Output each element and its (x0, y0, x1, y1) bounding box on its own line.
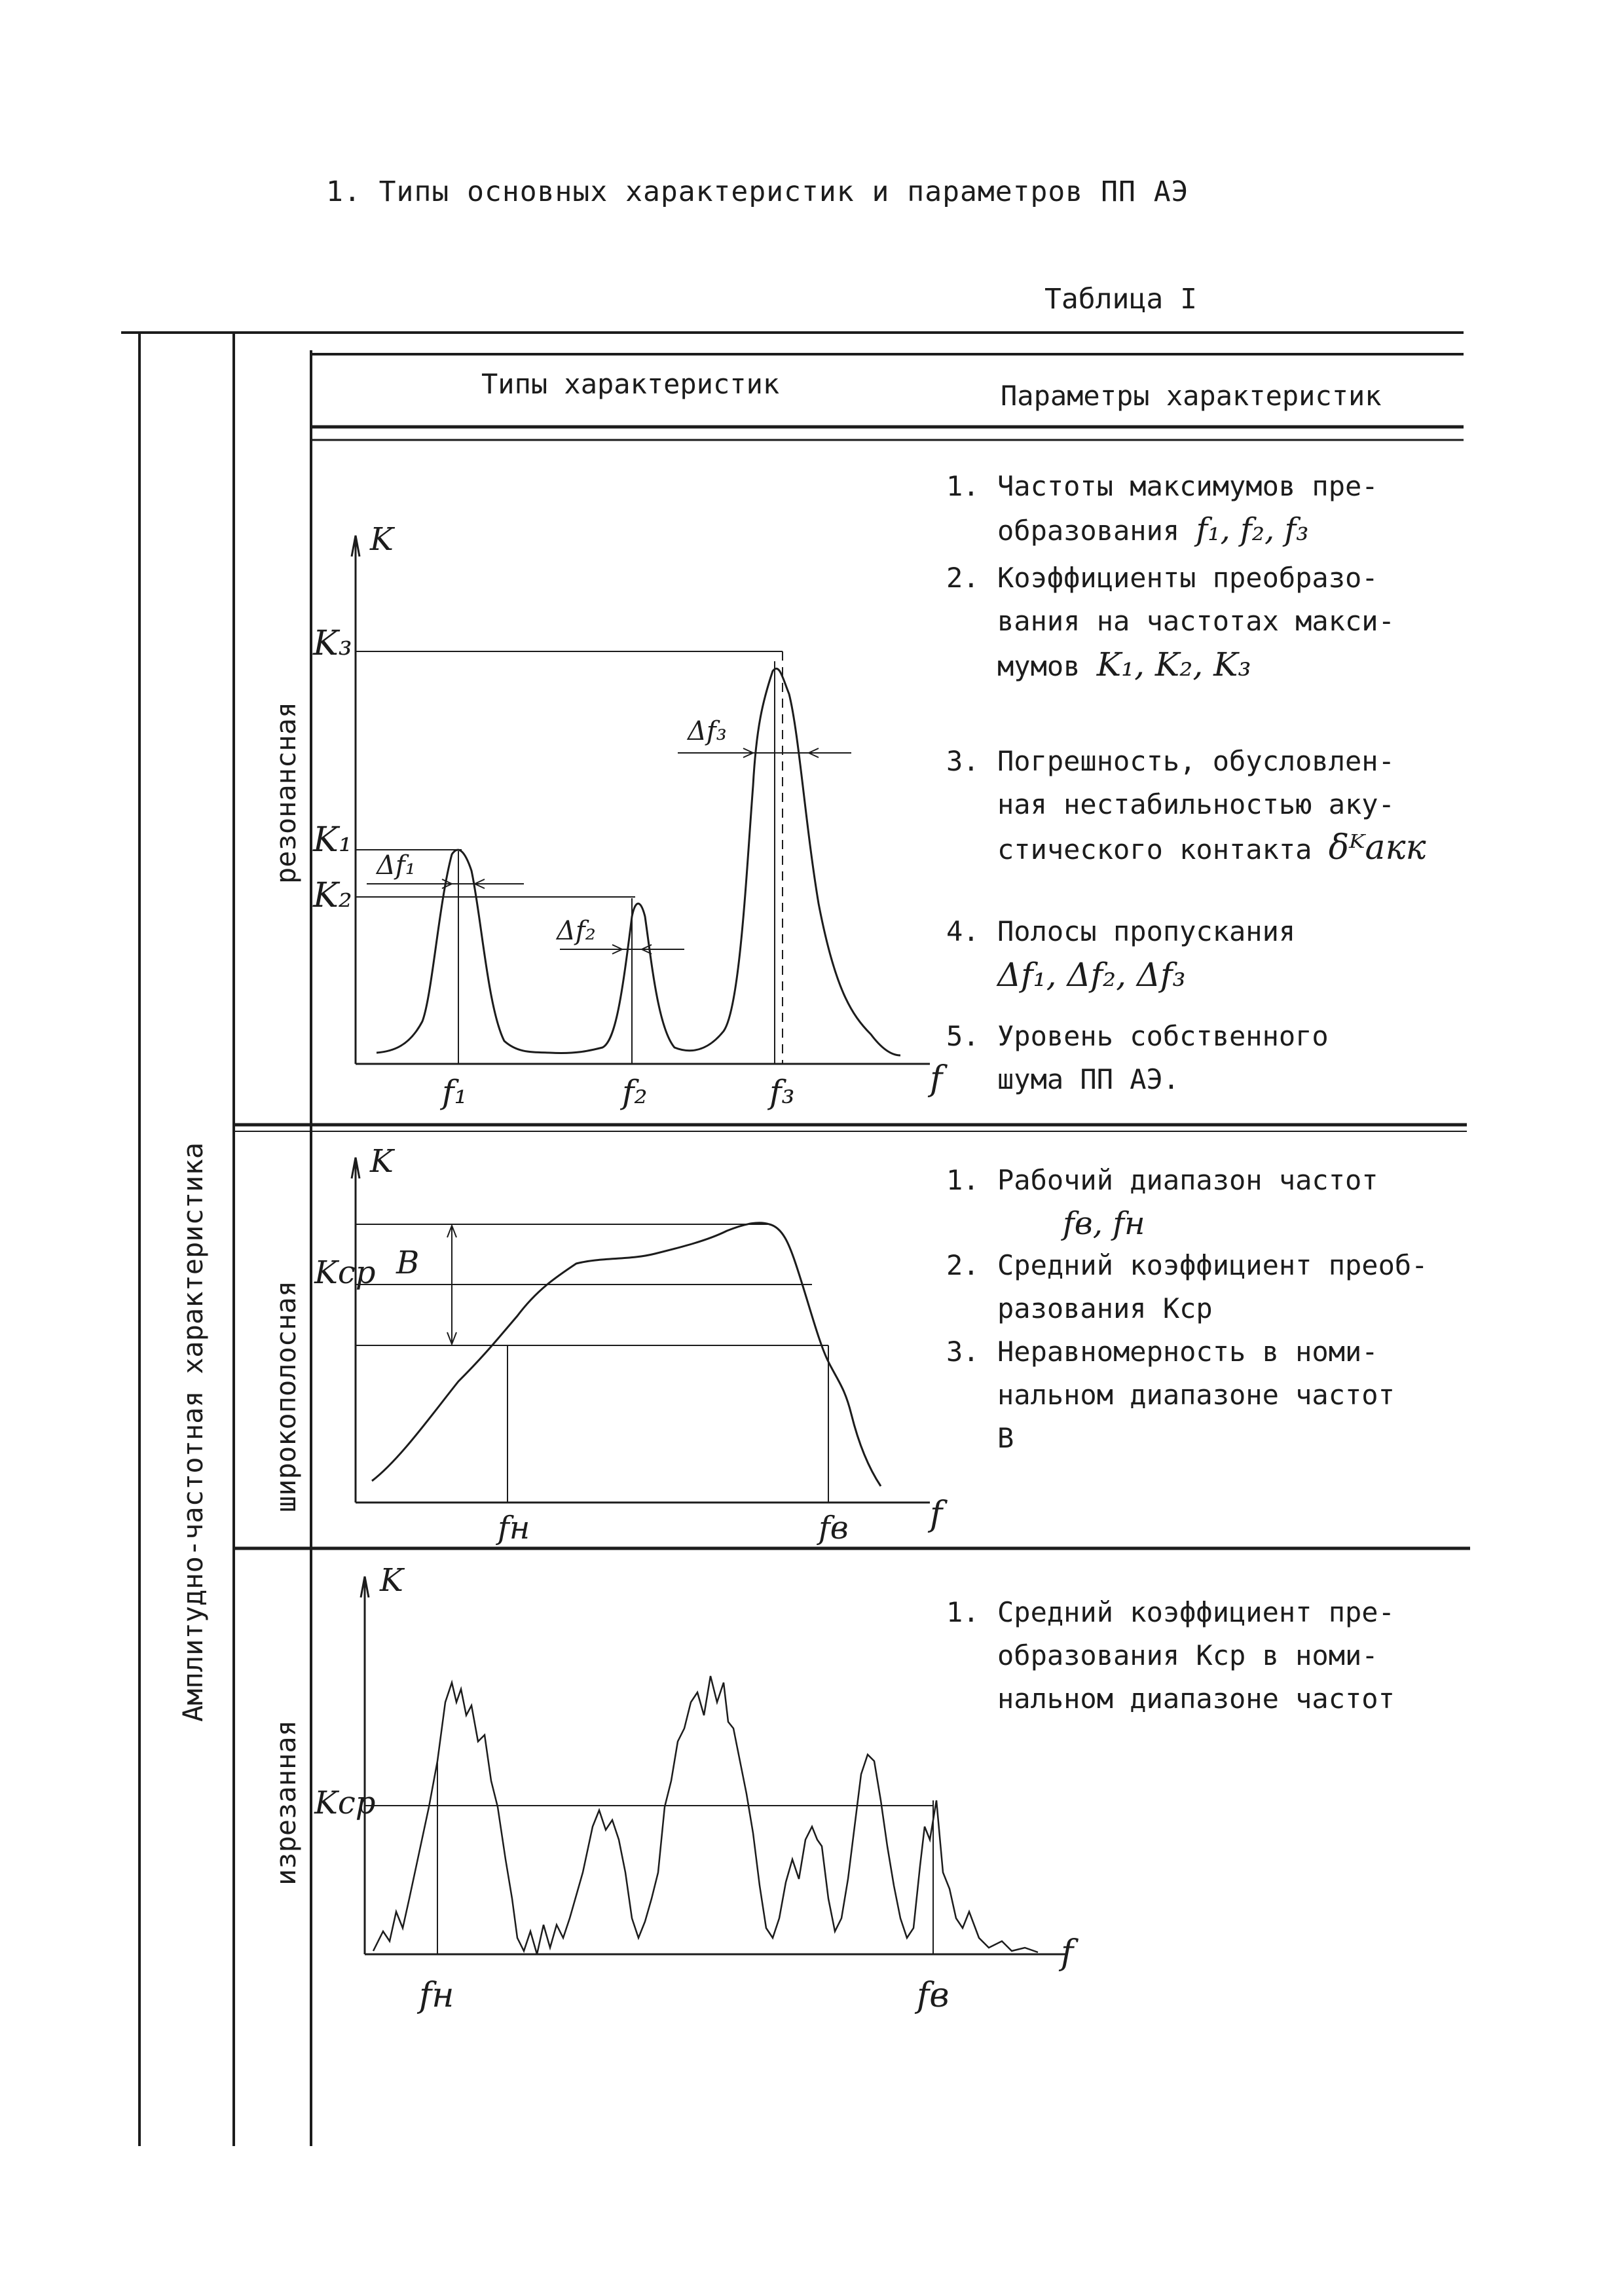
y-mark: K₃ (313, 624, 352, 663)
y-axis-label: K (370, 521, 394, 558)
y-axis-label: K (380, 1562, 403, 1599)
param-item: 2. Коэффициенты преобразо- вания на частотах макси- мумов K₁, K₂, K₃ (946, 562, 1395, 683)
param-item: 5. Уровень собственного шума ПП АЭ. (946, 1020, 1329, 1095)
param-item: 3. Погрешность, обусловлен- ная нестабильностью аку- стического контакта δᴷакк (946, 745, 1426, 867)
band-label: В (396, 1245, 420, 1281)
x-mark: fв (819, 1510, 849, 1546)
x-mark: fв (917, 1976, 950, 2015)
y-axis-label: K (370, 1143, 394, 1180)
x-axis-label: f (1061, 1933, 1074, 1973)
y-mark: Kср (314, 1785, 376, 1821)
param-item: 4. Полосы пропускания Δf₁, Δf₂, Δf₃ (946, 915, 1296, 994)
param-item: 1. Рабочий диапазон частот fв, fн (946, 1164, 1378, 1242)
band-label: Δf₁ (377, 850, 416, 881)
page-title: 1. Типы основных характеристик и параметров ПП АЭ (326, 175, 1189, 208)
section-label-resonant: резонансная (270, 701, 302, 884)
y-mark: K₁ (313, 820, 352, 860)
x-axis-label: f (930, 1059, 943, 1099)
x-mark: f₂ (622, 1073, 648, 1111)
column-header-types: Типы характеристик (481, 368, 780, 400)
band-label: Δf₂ (557, 916, 596, 946)
y-mark: Kср (314, 1254, 376, 1291)
section-label-jagged: изрезанная (270, 1720, 302, 1886)
x-mark: f₁ (442, 1073, 468, 1111)
section-label-broadband: широкополосная (270, 1280, 302, 1512)
table-number: Таблица I (1044, 283, 1197, 316)
param-item: 1. Частоты максимумов пре- образования f₁, f₂, f₃ (946, 470, 1378, 548)
group-label: Амплитудно-частотная характеристика (177, 1142, 209, 1722)
jagged-curve (373, 1676, 1038, 1954)
y-mark: K₂ (313, 876, 352, 915)
column-header-params: Параметры характеристик (1001, 380, 1382, 412)
band-label: Δf₃ (688, 716, 727, 746)
x-mark: fн (419, 1976, 454, 2015)
x-mark: fн (498, 1510, 530, 1546)
x-mark: f₃ (769, 1073, 795, 1111)
param-item: 2. Средний коэффициент преоб- разования Кср (946, 1249, 1428, 1324)
x-axis-label: f (930, 1495, 943, 1534)
param-item: 3. Неравномерность в номи- нальном диапазоне частот В (946, 1336, 1395, 1454)
param-item: 1. Средний коэффициент пре- образования Кср в номи- нальном диапазоне частот (946, 1596, 1395, 1715)
